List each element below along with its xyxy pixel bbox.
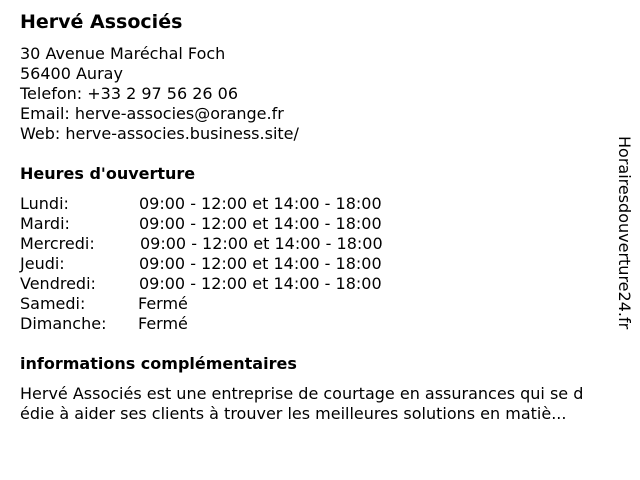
day-label: Mardi: — [20, 214, 70, 233]
day-hours: 09:00 - 12:00 et 14:00 - 18:00 — [139, 214, 382, 233]
phone-number[interactable]: Telefon: +33 2 97 56 26 06 — [20, 84, 239, 103]
business-description — [20, 384, 630, 424]
description-line: Hervé Associés est une entreprise de courtage en assurances qui se d — [20, 384, 584, 403]
business-name: Hervé Associés — [20, 11, 183, 33]
day-hours: 09:00 - 12:00 et 14:00 - 18:00 — [139, 194, 382, 213]
day-hours: 09:00 - 12:00 et 14:00 - 18:00 — [139, 274, 382, 293]
email-address[interactable]: Email: herve-associes@orange.fr — [20, 104, 284, 123]
day-label: Mercredi: — [20, 234, 95, 253]
day-label: Lundi: — [20, 194, 69, 213]
description-line: édie à aider ses clients à trouver les meilleures solutions en matiè... — [20, 404, 567, 423]
day-label: Vendredi: — [20, 274, 96, 293]
day-label: Jeudi: — [20, 254, 65, 273]
day-label: Samedi: — [20, 294, 86, 313]
day-hours: Fermé — [138, 314, 188, 333]
contact-block — [20, 44, 299, 144]
opening-hours-heading: Heures d'ouverture — [20, 164, 196, 183]
day-label: Dimanche: — [20, 314, 107, 333]
day-hours: Fermé — [138, 294, 188, 313]
website-link[interactable]: Web: herve-associes.business.site/ — [20, 124, 299, 143]
additional-info-heading: informations complémentaires — [20, 354, 297, 373]
day-hours: 09:00 - 12:00 et 14:00 - 18:00 — [140, 234, 383, 253]
site-watermark: Horairesdouverture24.fr — [615, 136, 634, 330]
day-hours: 09:00 - 12:00 et 14:00 - 18:00 — [139, 254, 382, 273]
address-city: 56400 Auray — [20, 64, 123, 83]
address-street: 30 Avenue Maréchal Foch — [20, 44, 226, 63]
